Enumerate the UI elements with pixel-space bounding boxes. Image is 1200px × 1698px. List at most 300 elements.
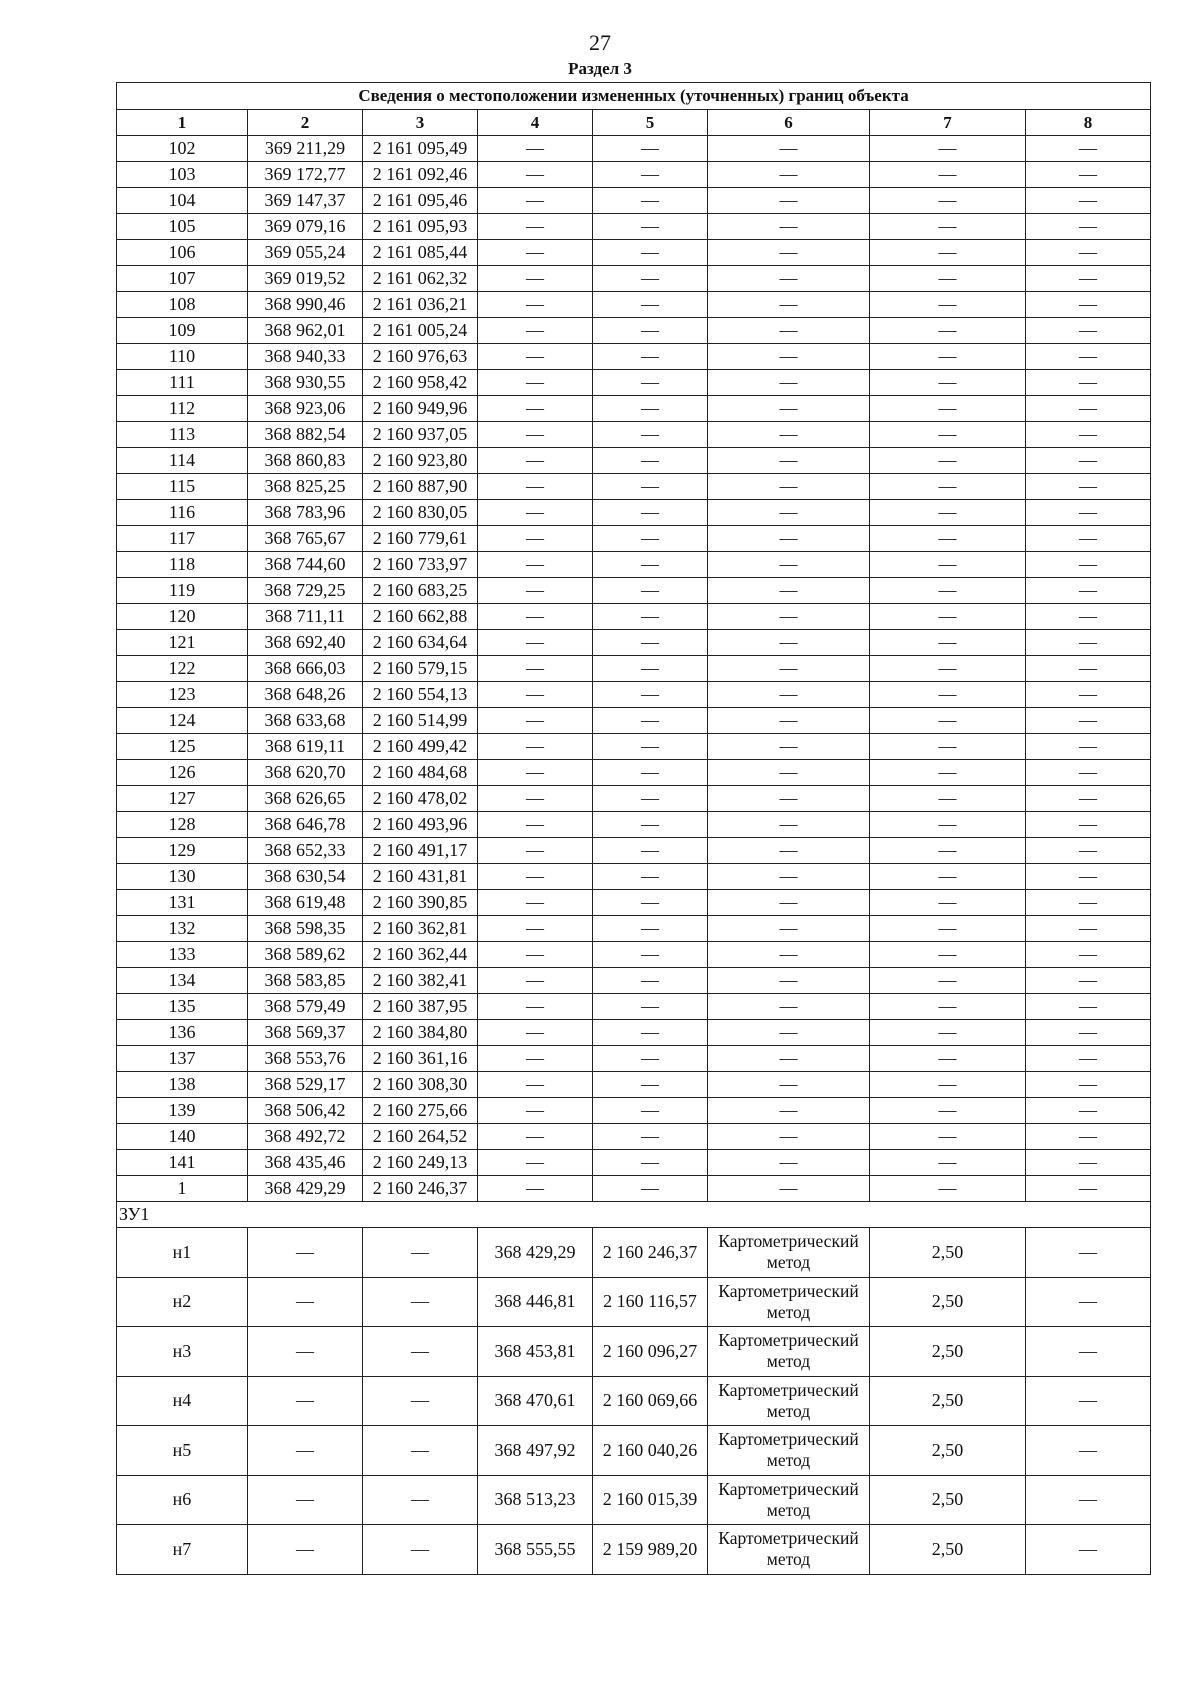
table-cell: 2 160 015,39	[593, 1475, 708, 1525]
table-cell: —	[708, 864, 870, 890]
table-cell: 369 172,77	[248, 162, 363, 188]
table-cell: —	[478, 136, 593, 162]
table-cell: —	[478, 916, 593, 942]
table-cell: —	[1026, 682, 1151, 708]
table-cell: —	[870, 1072, 1026, 1098]
group-label-row	[117, 1202, 1151, 1228]
point-id-cell: 127	[117, 786, 248, 812]
point-id-cell: 131	[117, 890, 248, 916]
table-cell: 2 160 478,02	[363, 786, 478, 812]
point-id-cell: 108	[117, 292, 248, 318]
table-cell: 368 652,33	[248, 838, 363, 864]
table-row	[117, 396, 1151, 422]
table-cell: —	[248, 1277, 363, 1327]
table-cell: —	[478, 864, 593, 890]
table-cell: —	[1026, 760, 1151, 786]
table-cell: —	[363, 1277, 478, 1327]
table-cell: —	[870, 240, 1026, 266]
table-cell: —	[478, 890, 593, 916]
table-cell: —	[478, 422, 593, 448]
table-row	[117, 1020, 1151, 1046]
column-header: 5	[593, 110, 708, 136]
point-id-cell: 116	[117, 500, 248, 526]
point-id-cell: н6	[117, 1475, 248, 1525]
table-cell: 368 429,29	[478, 1228, 593, 1278]
table-cell: 368 619,11	[248, 734, 363, 760]
table-cell: —	[478, 1150, 593, 1176]
table-cell: 2 160 390,85	[363, 890, 478, 916]
table-cell: —	[1026, 812, 1151, 838]
table-cell: —	[593, 1072, 708, 1098]
table-cell: 368 553,76	[248, 1046, 363, 1072]
table-cell: 368 446,81	[478, 1277, 593, 1327]
table-row	[117, 318, 1151, 344]
table-row	[117, 864, 1151, 890]
table-row	[117, 786, 1151, 812]
table-row	[117, 500, 1151, 526]
table-cell: —	[708, 604, 870, 630]
table-cell: 2 160 116,57	[593, 1277, 708, 1327]
table-cell: —	[478, 1046, 593, 1072]
table-cell: —	[870, 1176, 1026, 1202]
table-cell: —	[708, 578, 870, 604]
table-cell: 2 160 387,95	[363, 994, 478, 1020]
table-cell: 368 583,85	[248, 968, 363, 994]
column-header: 3	[363, 110, 478, 136]
table-cell: —	[708, 708, 870, 734]
table-row	[117, 214, 1151, 240]
point-id-cell: 111	[117, 370, 248, 396]
table-cell: —	[593, 1176, 708, 1202]
table-cell: —	[478, 266, 593, 292]
table-cell: —	[478, 500, 593, 526]
table-cell: 2 160 634,64	[363, 630, 478, 656]
table-cell: —	[363, 1228, 478, 1278]
table-cell: 368 990,46	[248, 292, 363, 318]
table-cell: —	[593, 136, 708, 162]
table-cell: —	[478, 760, 593, 786]
table-cell: —	[1026, 1098, 1151, 1124]
table-cell: —	[1026, 994, 1151, 1020]
group-label: ЗУ1	[117, 1202, 1151, 1228]
table-cell: —	[870, 734, 1026, 760]
table-cell: —	[593, 292, 708, 318]
table-cell: Картометрический метод	[708, 1426, 870, 1476]
table-cell: —	[870, 578, 1026, 604]
table-cell: 368 497,92	[478, 1426, 593, 1476]
table-cell: —	[870, 214, 1026, 240]
table-cell: 368 860,83	[248, 448, 363, 474]
table-cell: 368 429,29	[248, 1176, 363, 1202]
table-row	[117, 734, 1151, 760]
table-cell: —	[870, 942, 1026, 968]
table-cell: 2 161 062,32	[363, 266, 478, 292]
table-cell: —	[1026, 1124, 1151, 1150]
table-cell: —	[870, 604, 1026, 630]
point-id-cell: 125	[117, 734, 248, 760]
column-header: 1	[117, 110, 248, 136]
table-row	[117, 812, 1151, 838]
table-cell: Картометрический метод	[708, 1525, 870, 1575]
table-cell: —	[708, 1020, 870, 1046]
point-rows	[117, 136, 1151, 1202]
table-row	[117, 578, 1151, 604]
table-cell: —	[478, 292, 593, 318]
table-cell: —	[870, 162, 1026, 188]
table-cell: 368 633,68	[248, 708, 363, 734]
table-cell: —	[593, 1124, 708, 1150]
point-id-cell: 102	[117, 136, 248, 162]
table-cell: —	[593, 266, 708, 292]
table-cell: —	[248, 1525, 363, 1575]
table-cell: —	[708, 942, 870, 968]
table-cell: —	[870, 786, 1026, 812]
table-cell: Картометрический метод	[708, 1327, 870, 1377]
column-header: 6	[708, 110, 870, 136]
table-cell: —	[593, 214, 708, 240]
table-cell: —	[363, 1426, 478, 1476]
table-cell: —	[870, 968, 1026, 994]
point-id-cell: 103	[117, 162, 248, 188]
table-row	[117, 708, 1151, 734]
table-row	[117, 838, 1151, 864]
table-cell: 368 646,78	[248, 812, 363, 838]
point-id-cell: 106	[117, 240, 248, 266]
table-cell: —	[593, 162, 708, 188]
table-cell: —	[870, 656, 1026, 682]
table-cell: 2,50	[870, 1277, 1026, 1327]
table-cell: —	[593, 1150, 708, 1176]
table-cell: 2 161 085,44	[363, 240, 478, 266]
table-cell: —	[708, 448, 870, 474]
table-row	[117, 760, 1151, 786]
table-row	[117, 630, 1151, 656]
table-cell: —	[708, 396, 870, 422]
table-cell: —	[478, 630, 593, 656]
table-cell: 2 160 069,66	[593, 1376, 708, 1426]
table-cell: —	[870, 682, 1026, 708]
table-cell: —	[593, 812, 708, 838]
column-header: 2	[248, 110, 363, 136]
table-cell: 368 569,37	[248, 1020, 363, 1046]
table-cell: 2 160 249,13	[363, 1150, 478, 1176]
point-id-cell: н2	[117, 1277, 248, 1327]
table-cell: 2 160 040,26	[593, 1426, 708, 1476]
table-row	[117, 1525, 1151, 1575]
table-cell: —	[1026, 1525, 1151, 1575]
point-id-cell: 119	[117, 578, 248, 604]
table-cell: Картометрический метод	[708, 1475, 870, 1525]
table-cell: 2 160 514,99	[363, 708, 478, 734]
table-cell: 2 159 989,20	[593, 1525, 708, 1575]
table-cell: —	[593, 188, 708, 214]
table-cell: 2,50	[870, 1475, 1026, 1525]
table-cell: —	[1026, 240, 1151, 266]
table-cell: —	[593, 838, 708, 864]
table-row	[117, 916, 1151, 942]
table-cell: 2 160 683,25	[363, 578, 478, 604]
table-cell: —	[1026, 1176, 1151, 1202]
table-row	[117, 1228, 1151, 1278]
table-cell: —	[870, 318, 1026, 344]
table-row	[117, 188, 1151, 214]
point-id-cell: 104	[117, 188, 248, 214]
table-cell: —	[478, 682, 593, 708]
point-id-cell: н3	[117, 1327, 248, 1377]
table-cell: —	[478, 838, 593, 864]
table-row	[117, 474, 1151, 500]
table-cell: —	[593, 552, 708, 578]
table-cell: —	[593, 890, 708, 916]
table-row	[117, 1072, 1151, 1098]
table-row	[117, 526, 1151, 552]
table-cell: 368 470,61	[478, 1376, 593, 1426]
table-title: Сведения о местоположении измененных (уточненных) границ объекта	[117, 83, 1151, 110]
column-header: 7	[870, 110, 1026, 136]
table-cell: —	[1026, 890, 1151, 916]
table-cell: 2 161 005,24	[363, 318, 478, 344]
table-cell: —	[593, 604, 708, 630]
table-cell: —	[708, 890, 870, 916]
table-cell: 2 160 579,15	[363, 656, 478, 682]
table-row	[117, 1376, 1151, 1426]
table-cell: —	[478, 318, 593, 344]
table-cell: —	[870, 760, 1026, 786]
table-cell: —	[593, 474, 708, 500]
table-cell: 368 513,23	[478, 1475, 593, 1525]
table-cell: —	[708, 1150, 870, 1176]
table-cell: 368 744,60	[248, 552, 363, 578]
table-cell: —	[708, 526, 870, 552]
table-cell: 2,50	[870, 1327, 1026, 1377]
table-cell: —	[708, 500, 870, 526]
table-cell: —	[593, 344, 708, 370]
point-id-cell: 130	[117, 864, 248, 890]
table-row	[117, 1176, 1151, 1202]
table-cell: 368 619,48	[248, 890, 363, 916]
point-id-cell: 122	[117, 656, 248, 682]
table-cell: —	[1026, 786, 1151, 812]
table-cell: —	[1026, 1327, 1151, 1377]
table-cell: —	[1026, 500, 1151, 526]
point-id-cell: 139	[117, 1098, 248, 1124]
table-cell: —	[708, 760, 870, 786]
table-row	[117, 1150, 1151, 1176]
table-row	[117, 682, 1151, 708]
table-cell: —	[708, 1176, 870, 1202]
table-row	[117, 1475, 1151, 1525]
table-cell: —	[478, 786, 593, 812]
table-cell: 368 589,62	[248, 942, 363, 968]
point-id-cell: 132	[117, 916, 248, 942]
point-id-cell: 1	[117, 1176, 248, 1202]
table-cell: —	[708, 318, 870, 344]
table-cell: —	[870, 500, 1026, 526]
table-cell: —	[478, 552, 593, 578]
point-id-cell: 118	[117, 552, 248, 578]
point-id-cell: 133	[117, 942, 248, 968]
table-cell: —	[478, 240, 593, 266]
table-cell: —	[248, 1228, 363, 1278]
table-cell: —	[478, 578, 593, 604]
table-cell: 2 160 246,37	[593, 1228, 708, 1278]
table-cell: —	[593, 708, 708, 734]
table-cell: —	[1026, 266, 1151, 292]
point-id-cell: 113	[117, 422, 248, 448]
table-row	[117, 136, 1151, 162]
table-cell: —	[870, 136, 1026, 162]
table-cell: —	[1026, 708, 1151, 734]
table-cell: —	[478, 1176, 593, 1202]
table-cell: —	[1026, 1475, 1151, 1525]
table-cell: —	[708, 552, 870, 578]
table-cell: —	[593, 942, 708, 968]
table-cell: 2 160 493,96	[363, 812, 478, 838]
table-cell: —	[870, 1020, 1026, 1046]
table-cell: 2 160 384,80	[363, 1020, 478, 1046]
table-cell: —	[1026, 578, 1151, 604]
table-row	[117, 1426, 1151, 1476]
table-cell: 368 453,81	[478, 1327, 593, 1377]
table-cell: 2 160 264,52	[363, 1124, 478, 1150]
table-cell: —	[708, 682, 870, 708]
point-id-cell: 112	[117, 396, 248, 422]
table-cell: —	[870, 708, 1026, 734]
table-cell: 369 211,29	[248, 136, 363, 162]
table-cell: 368 765,67	[248, 526, 363, 552]
table-cell: —	[708, 292, 870, 318]
table-cell: —	[478, 370, 593, 396]
table-cell: —	[708, 214, 870, 240]
table-cell: —	[593, 396, 708, 422]
table-cell: —	[708, 1072, 870, 1098]
table-cell: 2 160 937,05	[363, 422, 478, 448]
table-cell: 2,50	[870, 1426, 1026, 1476]
point-id-cell: 134	[117, 968, 248, 994]
table-cell: —	[1026, 1046, 1151, 1072]
table-cell: 369 079,16	[248, 214, 363, 240]
table-row	[117, 266, 1151, 292]
point-id-cell: 110	[117, 344, 248, 370]
table-cell: 2 160 431,81	[363, 864, 478, 890]
table-cell: —	[1026, 136, 1151, 162]
table-cell: —	[1026, 1376, 1151, 1426]
table-cell: —	[478, 604, 593, 630]
table-cell: 368 506,42	[248, 1098, 363, 1124]
table-cell: —	[1026, 318, 1151, 344]
point-id-cell: н1	[117, 1228, 248, 1278]
table-cell: 2 160 499,42	[363, 734, 478, 760]
boundary-table	[116, 82, 1151, 1575]
table-row	[117, 942, 1151, 968]
point-id-cell: 137	[117, 1046, 248, 1072]
point-id-cell: 120	[117, 604, 248, 630]
table-cell: —	[248, 1426, 363, 1476]
table-cell: 2 161 092,46	[363, 162, 478, 188]
table-cell: —	[248, 1376, 363, 1426]
table-cell: 369 147,37	[248, 188, 363, 214]
table-cell: 368 882,54	[248, 422, 363, 448]
table-cell: —	[1026, 188, 1151, 214]
table-cell: 369 055,24	[248, 240, 363, 266]
column-header-row	[117, 110, 1151, 136]
table-cell: —	[478, 344, 593, 370]
table-cell: 2 160 361,16	[363, 1046, 478, 1072]
table-cell: 2,50	[870, 1228, 1026, 1278]
table-cell: —	[870, 396, 1026, 422]
table-cell: —	[478, 1098, 593, 1124]
table-row	[117, 968, 1151, 994]
table-cell: —	[478, 968, 593, 994]
table-cell: —	[870, 1046, 1026, 1072]
table-row	[117, 1277, 1151, 1327]
table-row	[117, 240, 1151, 266]
table-cell: —	[593, 864, 708, 890]
table-cell: 2 160 275,66	[363, 1098, 478, 1124]
table-cell: 2 160 887,90	[363, 474, 478, 500]
table-cell: Картометрический метод	[708, 1277, 870, 1327]
table-cell: —	[1026, 864, 1151, 890]
table-cell: —	[593, 760, 708, 786]
table-cell: —	[478, 1072, 593, 1098]
table-cell: —	[708, 838, 870, 864]
table-cell: —	[708, 422, 870, 448]
point-id-cell: 126	[117, 760, 248, 786]
table-cell: —	[870, 422, 1026, 448]
table-cell: —	[870, 916, 1026, 942]
table-cell: —	[708, 1046, 870, 1072]
point-id-cell: 114	[117, 448, 248, 474]
point-id-cell: 109	[117, 318, 248, 344]
table-row	[117, 1327, 1151, 1377]
point-id-cell: 128	[117, 812, 248, 838]
table-cell: 2 160 382,41	[363, 968, 478, 994]
table-cell: —	[1026, 1277, 1151, 1327]
table-cell: —	[478, 214, 593, 240]
table-cell: —	[1026, 162, 1151, 188]
table-row	[117, 552, 1151, 578]
table-cell: 369 019,52	[248, 266, 363, 292]
table-cell: —	[708, 994, 870, 1020]
table-cell: —	[870, 188, 1026, 214]
table-cell: —	[478, 1020, 593, 1046]
table-cell: —	[708, 1098, 870, 1124]
table-cell: 368 529,17	[248, 1072, 363, 1098]
table-cell: 368 692,40	[248, 630, 363, 656]
table-cell: —	[870, 448, 1026, 474]
table-row	[117, 994, 1151, 1020]
table-cell: 368 923,06	[248, 396, 363, 422]
table-row	[117, 448, 1151, 474]
table-cell: Картометрический метод	[708, 1228, 870, 1278]
table-cell: —	[708, 266, 870, 292]
table-cell: 2 160 484,68	[363, 760, 478, 786]
table-cell: —	[708, 786, 870, 812]
table-cell: —	[708, 370, 870, 396]
table-cell: —	[1026, 214, 1151, 240]
table-cell: 2 160 958,42	[363, 370, 478, 396]
table-cell: 368 783,96	[248, 500, 363, 526]
table-cell: 2,50	[870, 1525, 1026, 1575]
table-cell: —	[1026, 968, 1151, 994]
table-cell: —	[708, 474, 870, 500]
table-cell: 368 666,03	[248, 656, 363, 682]
new-point-rows	[117, 1228, 1151, 1575]
table-cell: —	[1026, 630, 1151, 656]
table-cell: —	[870, 526, 1026, 552]
table-cell: 2 160 554,13	[363, 682, 478, 708]
table-cell: 368 579,49	[248, 994, 363, 1020]
